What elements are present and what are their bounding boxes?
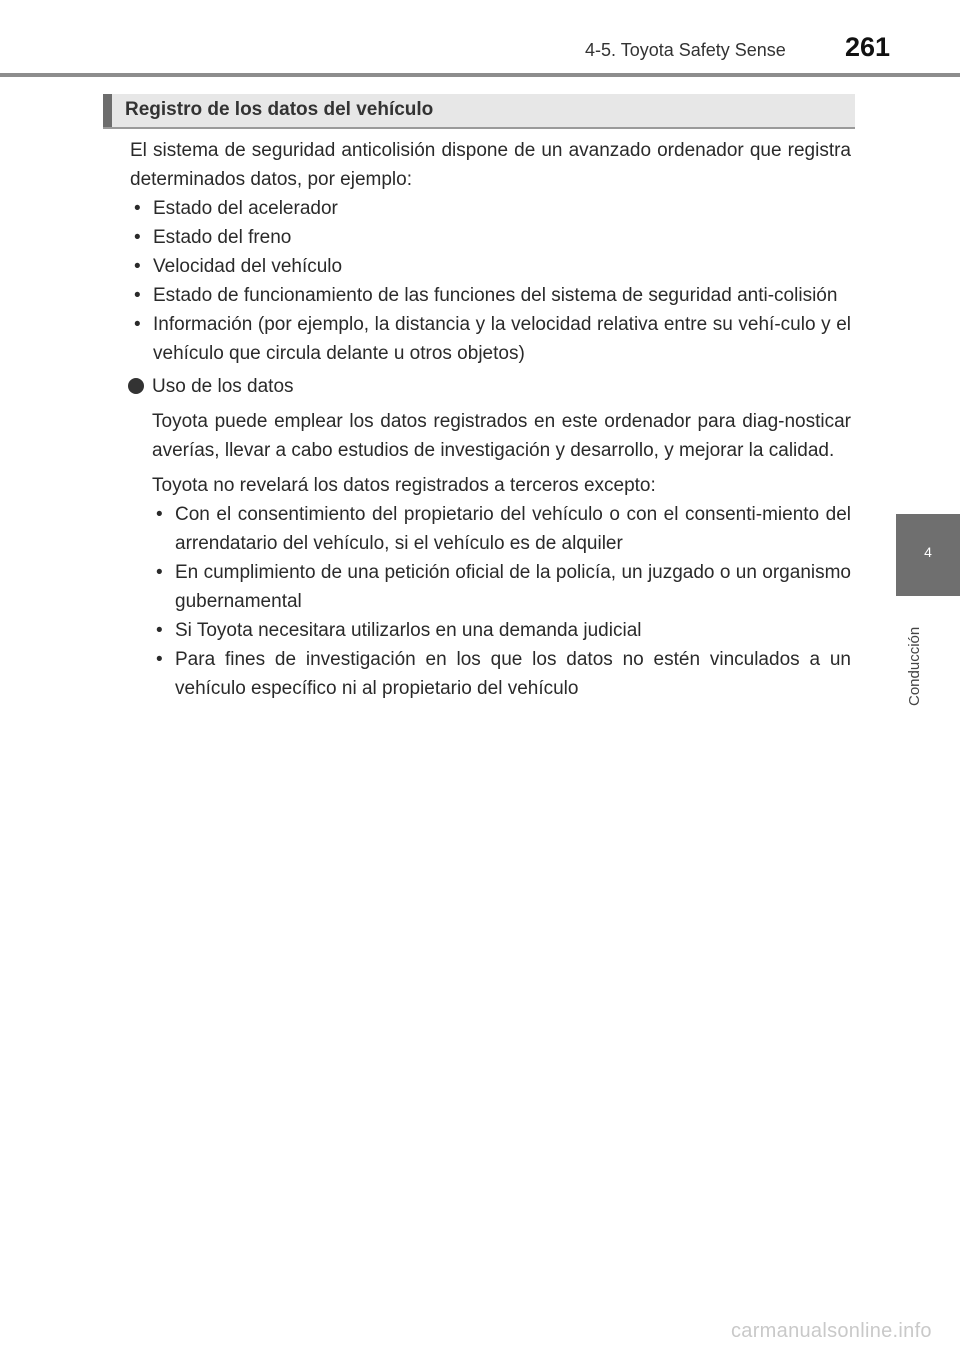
intro-paragraph: El sistema de seguridad anticolisión dispone de un avanzado ordenador que registra determinados datos, por ejemplo: <box>130 140 851 190</box>
section-heading-bar <box>103 94 855 129</box>
list-item: • Estado del acelerador <box>134 198 338 219</box>
data-use-paragraph: Toyota puede emplear los datos registrados en este ordenador para diag-nosticar averías, llevar a cabo estudios de investigación y desarrollo, y mejorar la calidad. <box>152 411 851 461</box>
list-item: • Con el consentimiento del propietario del vehículo o con el consenti-miento del arrendatario del vehículo, si el vehículo es de alquiler <box>156 504 851 554</box>
list-item: • En cumplimiento de una petición oficial de la policía, un juzgado o un organismo gubernamental <box>156 562 851 612</box>
main-content <box>130 136 851 703</box>
data-use-body <box>152 407 851 703</box>
filled-circle-icon <box>128 378 144 394</box>
header-rule <box>0 73 960 77</box>
section-accent <box>103 94 112 127</box>
chapter-tab <box>896 514 960 596</box>
data-use-paragraph: Toyota no revelará los datos registrados a terceros excepto: <box>152 475 656 496</box>
header-section-title: 4-5. Toyota Safety Sense <box>585 40 786 60</box>
recorded-items-list <box>130 194 851 368</box>
list-item: • Estado del freno <box>134 227 292 248</box>
list-item: • Velocidad del vehículo <box>134 256 343 277</box>
data-use-heading: Uso de los datos <box>130 372 851 401</box>
exceptions-list <box>152 500 851 703</box>
list-item: • Para fines de investigación en los que los datos no estén vinculados a un vehículo específico ni al propietario del vehículo <box>156 649 851 699</box>
page-number: 261 <box>845 32 891 62</box>
section-title: Registro de los datos del vehículo <box>125 99 434 120</box>
watermark: carmanualsonline.info <box>731 1320 932 1342</box>
list-item: • Si Toyota necesitara utilizarlos en una demanda judicial <box>156 620 642 641</box>
list-item: • Información (por ejemplo, la distancia y la velocidad relativa entre su vehí-culo y el vehículo que circula delante u otros objetos) <box>134 314 851 364</box>
chapter-label: Conducción <box>906 626 923 706</box>
chapter-number: 4 <box>924 544 932 560</box>
list-item: • Estado de funcionamiento de las funciones del sistema de seguridad anti-colisión <box>134 285 838 306</box>
